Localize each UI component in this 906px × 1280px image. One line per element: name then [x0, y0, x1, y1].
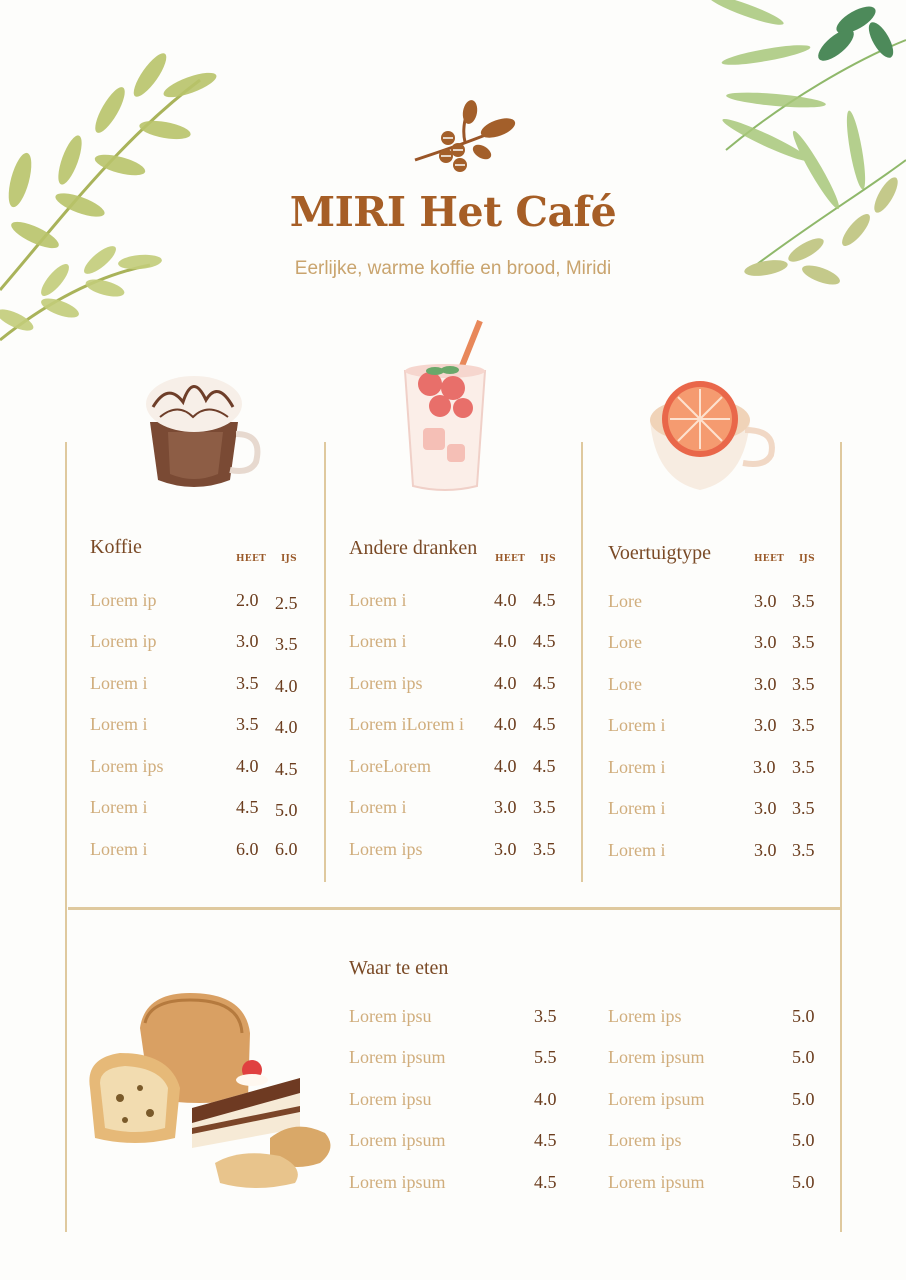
page-title: MIRI Het Café — [289, 188, 617, 236]
coffee-bean-branch-icon — [410, 100, 520, 180]
item-name: Lorem ips — [349, 673, 423, 693]
section-title-koffie: Koffie — [90, 536, 142, 558]
item-price: 4.5 — [534, 1172, 557, 1192]
item-name: Lore — [608, 674, 642, 694]
item-price-ice: 4.5 — [275, 759, 298, 779]
item-price-ice: 6.0 — [275, 839, 298, 859]
item-price: 4.0 — [534, 1089, 557, 1109]
item-name: Lorem i — [349, 797, 407, 817]
item-price-hot: 3.0 — [236, 631, 259, 651]
item-name: Lorem ipsum — [608, 1089, 705, 1109]
leaf-branch-icon — [706, 0, 906, 300]
divider — [581, 442, 583, 882]
item-name: Lorem ips — [608, 1130, 682, 1150]
item-price-hot: 4.5 — [236, 797, 259, 817]
item-price-ice: 4.5 — [533, 756, 556, 776]
item-name: Lorem ipsum — [608, 1172, 705, 1192]
divider — [65, 442, 67, 1232]
item-price-hot: 3.0 — [754, 715, 777, 735]
item-price-hot: 2.0 — [236, 590, 259, 610]
item-name: Lorem ipsum — [349, 1047, 446, 1067]
hot-chocolate-icon — [138, 362, 268, 492]
item-name: Lorem ips — [349, 839, 423, 859]
item-name: Lorem i — [608, 798, 666, 818]
item-name: Lorem ip — [90, 590, 157, 610]
item-price-ice: 3.5 — [792, 798, 815, 818]
item-price-ice: 2.5 — [275, 593, 298, 613]
item-price-ice: 4.5 — [533, 714, 556, 734]
item-name: Lorem ipsu — [349, 1089, 432, 1109]
item-price-hot: 3.5 — [236, 673, 259, 693]
item-price-hot: 3.0 — [754, 840, 777, 860]
item-price-hot: 4.0 — [494, 673, 517, 693]
item-price-hot: 3.0 — [754, 674, 777, 694]
item-price-hot: 3.0 — [494, 839, 517, 859]
item-name: Lorem ipsum — [349, 1172, 446, 1192]
grapefruit-tea-icon — [645, 385, 785, 495]
item-price-ice: 3.5 — [792, 632, 815, 652]
item-name: Lorem ips — [608, 1006, 682, 1026]
item-price-hot: 3.0 — [753, 757, 776, 777]
item-price-ice: 4.5 — [533, 673, 556, 693]
column-header-heet: HEET — [236, 554, 267, 564]
item-price: 3.5 — [534, 1006, 557, 1026]
item-name: Lore — [608, 591, 642, 611]
item-price: 5.0 — [792, 1089, 815, 1109]
item-price: 5.0 — [792, 1047, 815, 1067]
item-price: 5.5 — [534, 1047, 557, 1067]
item-price-ice: 3.5 — [533, 797, 556, 817]
item-price-hot: 3.5 — [236, 714, 259, 734]
item-name: Lorem i — [90, 673, 148, 693]
divider — [840, 442, 842, 1232]
item-price: 4.5 — [534, 1130, 557, 1150]
divider — [324, 442, 326, 882]
item-name: Lorem i — [608, 715, 666, 735]
item-name: Lorem i — [90, 714, 148, 734]
item-name: Lorem i — [349, 590, 407, 610]
item-price-hot: 4.0 — [494, 631, 517, 651]
item-price-ice: 3.5 — [275, 634, 298, 654]
column-header-ijs: IJS — [281, 554, 297, 564]
page-subtitle: Eerlijke, warme koffie en brood, Miridi — [294, 258, 612, 279]
column-header-heet: HEET — [754, 554, 785, 564]
item-name: Lorem i — [608, 840, 666, 860]
item-price-hot: 3.0 — [754, 798, 777, 818]
item-name: LoreLorem — [349, 756, 431, 776]
item-name: Lorem iLorem i — [349, 714, 464, 734]
item-price-hot: 3.0 — [494, 797, 517, 817]
iced-strawberry-drink-icon — [395, 316, 495, 496]
item-price-ice: 3.5 — [533, 839, 556, 859]
bread-and-cake-icon — [80, 988, 340, 1198]
item-price-ice: 3.5 — [792, 840, 815, 860]
item-price-hot: 4.0 — [494, 590, 517, 610]
item-price-hot: 3.0 — [754, 591, 777, 611]
item-name: Lorem i — [90, 839, 148, 859]
item-name: Lorem i — [608, 757, 666, 777]
item-price-ice: 3.5 — [792, 715, 815, 735]
item-price: 5.0 — [792, 1130, 815, 1150]
divider — [68, 907, 840, 910]
column-header-ijs: IJS — [540, 554, 556, 564]
item-price: 5.0 — [792, 1172, 815, 1192]
item-name: Lorem ipsum — [349, 1130, 446, 1150]
item-name: Lorem ip — [90, 631, 157, 651]
item-price-ice: 5.0 — [275, 800, 298, 820]
item-price-ice: 3.5 — [792, 757, 815, 777]
item-name: Lorem ipsu — [349, 1006, 432, 1026]
item-price-ice: 4.5 — [533, 590, 556, 610]
item-name: Lore — [608, 632, 642, 652]
item-price-hot: 4.0 — [236, 756, 259, 776]
item-price-ice: 3.5 — [792, 674, 815, 694]
item-name: Lorem ips — [90, 756, 164, 776]
item-price-ice: 4.0 — [275, 717, 298, 737]
item-price-hot: 4.0 — [494, 714, 517, 734]
item-name: Lorem ipsum — [608, 1047, 705, 1067]
section-title-waar-te-eten: Waar te eten — [349, 957, 449, 979]
item-price-hot: 3.0 — [754, 632, 777, 652]
item-price-ice: 4.0 — [275, 676, 298, 696]
item-name: Lorem i — [90, 797, 148, 817]
item-price-hot: 4.0 — [494, 756, 517, 776]
item-price: 5.0 — [792, 1006, 815, 1026]
column-header-heet: HEET — [495, 554, 526, 564]
section-title-voertuigtype: Voertuigtype — [608, 542, 711, 564]
item-price-ice: 4.5 — [533, 631, 556, 651]
item-price-ice: 3.5 — [792, 591, 815, 611]
item-price-hot: 6.0 — [236, 839, 259, 859]
column-header-ijs: IJS — [799, 554, 815, 564]
item-name: Lorem i — [349, 631, 407, 651]
section-title-andere-dranken: Andere dranken — [349, 537, 478, 559]
